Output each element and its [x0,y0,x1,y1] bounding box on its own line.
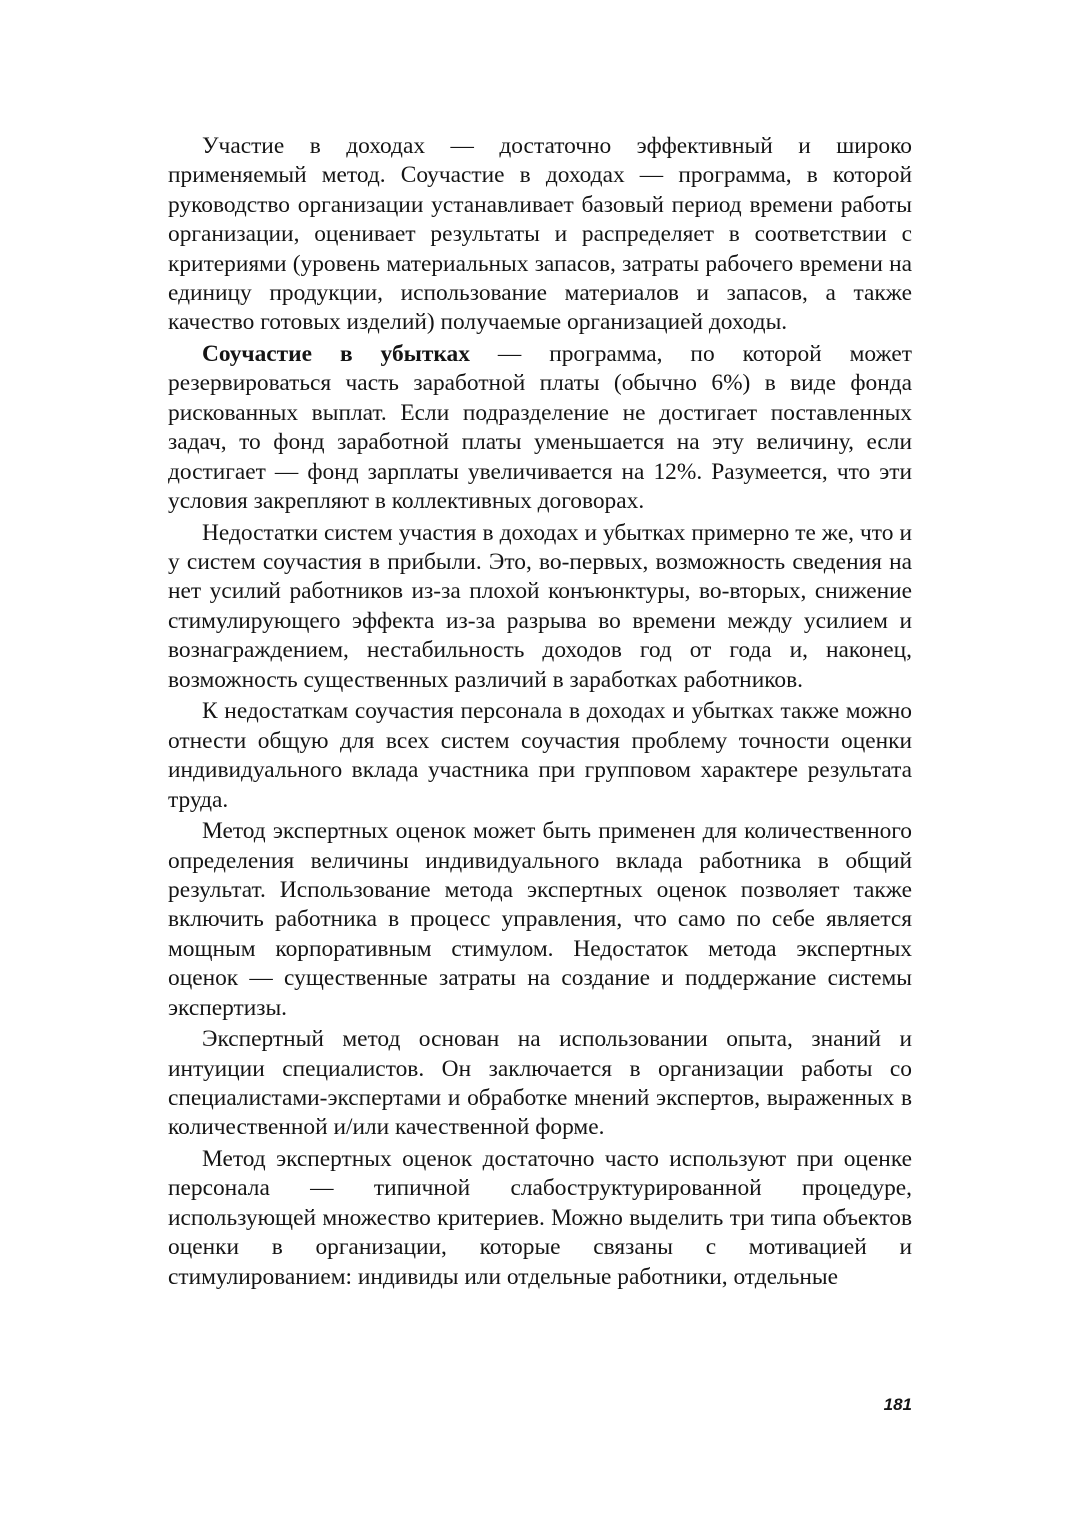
page-text-block [168,132,912,1294]
paragraph-body: К недостаткам соучастия персонала в доходах и убытках также можно отнести общую для всех систем соучастия проблему точности оценки индивидуального вклада участника при групповом характере результата труда. [168,698,912,813]
paragraph [168,132,912,338]
paragraph [168,817,912,1023]
paragraph [168,1145,912,1292]
paragraph [168,519,912,695]
paragraph-body: — программа, по которой может резервироваться часть заработной платы (обычно 6%) в виде фонда рискованных выплат. Если подразделение не достигает поставленных задач, то фонд заработной платы уменьшается на эту величину, если достигает — фонд зарплаты увеличивается на 12%. Разумеется, что эти условия закрепляют в коллективных договорах. [168,341,912,515]
paragraph-lead-term: Соучастие в убытках [202,341,470,368]
paragraph [168,340,912,516]
paragraph-body: Участие в доходах — достаточно эффективный и широко применяемый метод. Соучастие в доходах — программа, в которой руководство организации устанавливает базовый период времени работы организации, оценивает результаты и распределяет в соответствии с критериями (уровень материальных запасов, затраты рабочего времени на единицу продукции, использование материалов и запасов, а также качество готовых изделий) получаемые организацией доходы. [168,133,912,336]
paragraph-body: Метод экспертных оценок достаточно часто используют при оценке персонала — типичной слабоструктурированной процедуре, использующей множество критериев. Можно выделить три типа объектов оценки в организации, которые связаны с мотивацией и стимулированием: индивиды или отдельные работники, отдельные [168,1145,912,1290]
paragraph-body: Метод экспертных оценок может быть применен для количественного определения величины индивидуального вклада работника в общий результат. Использование метода экспертных оценок позволяет также включить работника в процесс управления, что само по себе является мощным корпоративным стимулом. Недостаток метода экспертных оценок — существенные затраты на создание и поддержание системы экспертизы. [168,818,912,1021]
paragraph [168,697,912,815]
paragraph-body: Недостатки систем участия в доходах и убытках примерно те же, что и у систем соучастия в прибыли. Это, во-первых, возможность сведения на нет усилий работников из-за плохой конъюнктуры, во-вторых, снижение стимулирующего эффекта из-за разрыва во времени между усилием и вознаграждением, нестабильность доходов год от года и, наконец, возможность существенных различий в заработках работников. [168,519,912,693]
paragraph [168,1025,912,1143]
page-number: 181 [883,1395,912,1414]
paragraph-body: Экспертный метод основан на использовании опыта, знаний и интуиции специалистов. Он заключается в организации работы со специалистами-экспертами и обработке мнений экспертов, выраженных в количественной и/или качественной форме. [168,1026,912,1141]
